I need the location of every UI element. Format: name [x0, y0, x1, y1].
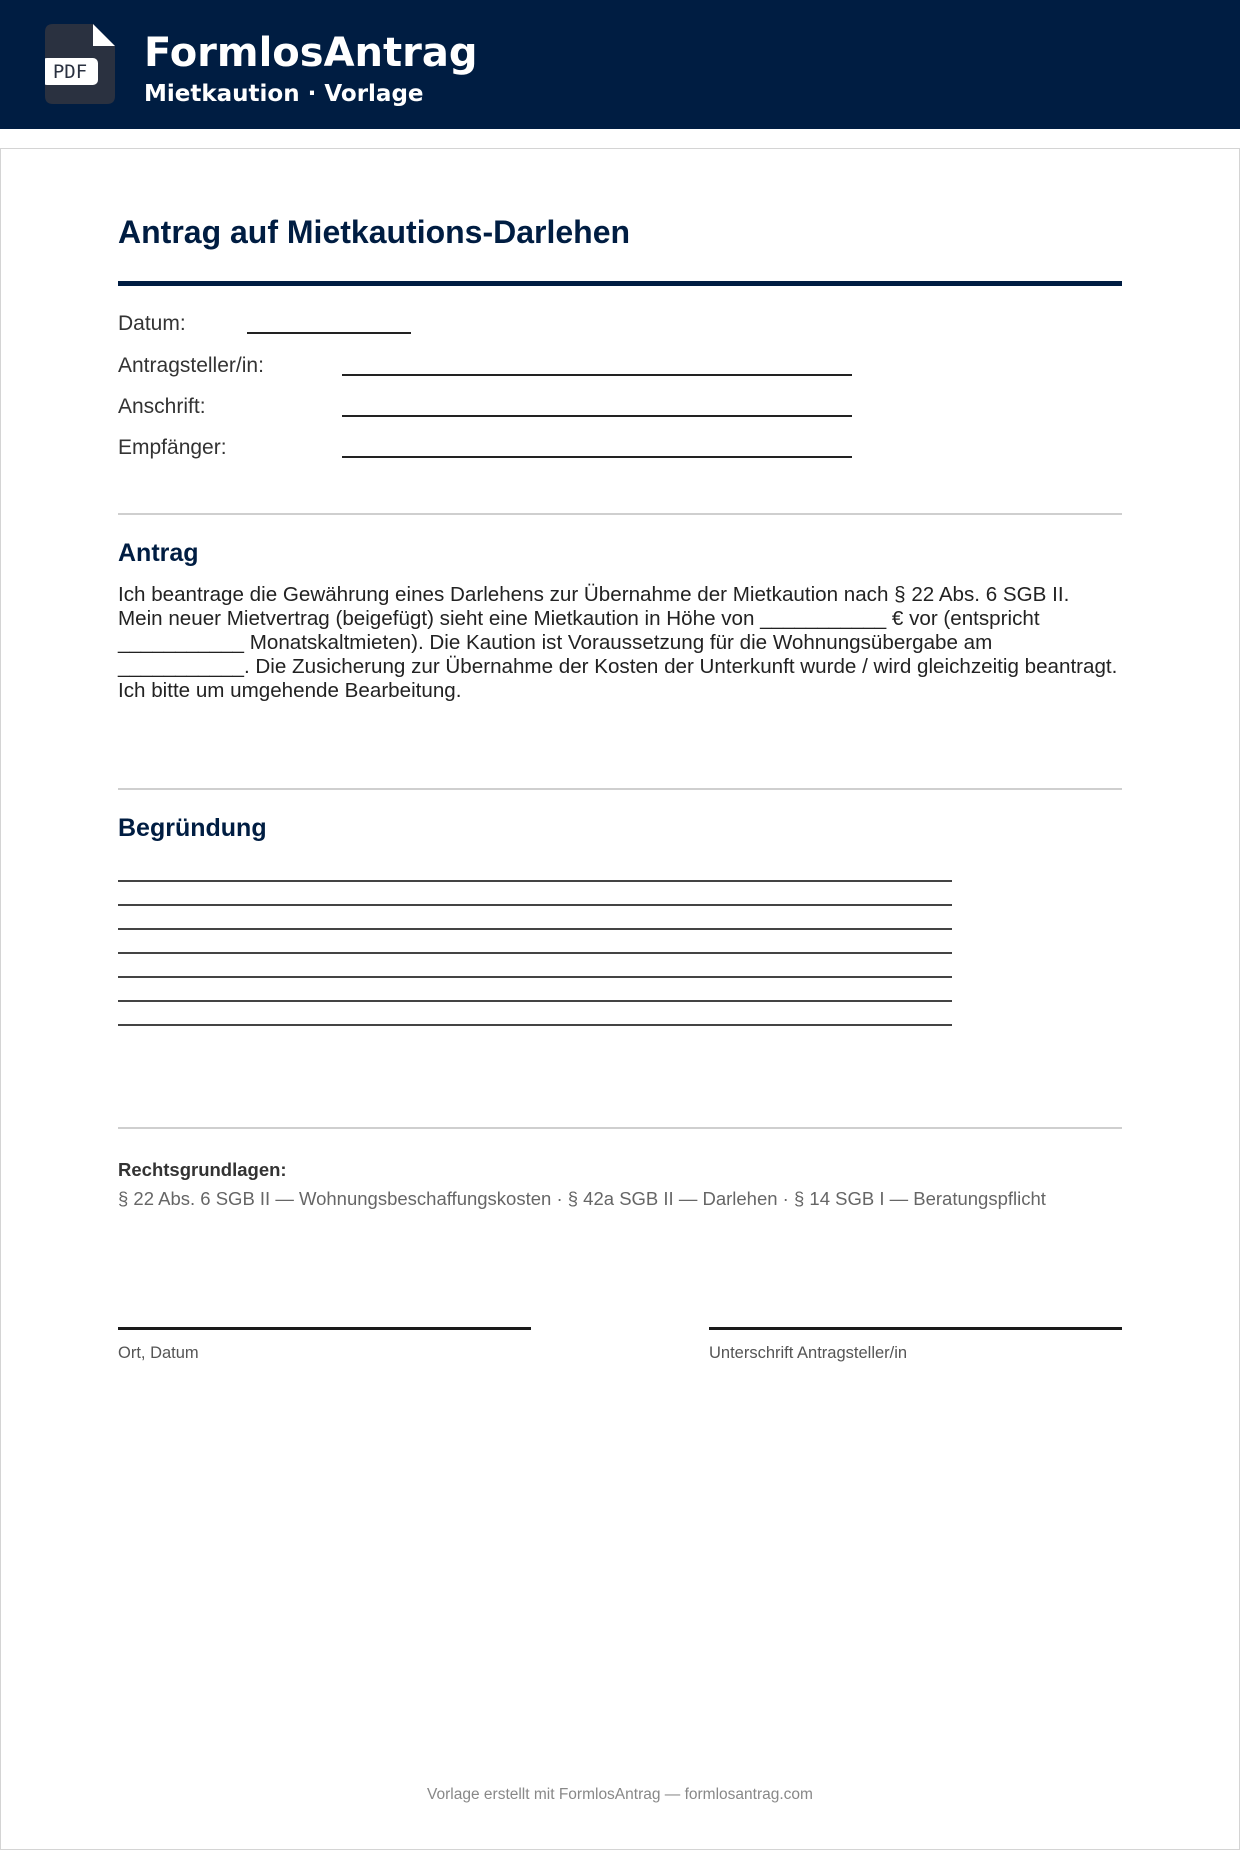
field-label-anschrift: Anschrift: — [118, 395, 206, 418]
section-heading-begruendung: Begründung — [118, 814, 267, 842]
pdf-icon-label: PDF — [52, 61, 88, 83]
begruendung-write-line[interactable] — [118, 880, 952, 882]
begruendung-write-line[interactable] — [118, 1024, 952, 1026]
begruendung-write-line[interactable] — [118, 904, 952, 906]
field-label-datum: Datum: — [118, 312, 186, 335]
pdf-file-icon — [45, 24, 115, 104]
brand-subtitle: Mietkaution · Vorlage — [144, 81, 424, 107]
begruendung-write-line[interactable] — [118, 928, 952, 930]
section-divider — [118, 1127, 1122, 1129]
signature-line-place-date[interactable] — [118, 1327, 531, 1330]
begruendung-write-line[interactable] — [118, 952, 952, 954]
section-heading-antrag: Antrag — [118, 539, 199, 567]
section-divider — [118, 788, 1122, 790]
app-header — [0, 0, 1240, 129]
footer-note: Vorlage erstellt mit FormlosAntrag — formlosantrag.com — [427, 1786, 813, 1803]
field-line-datum[interactable] — [247, 332, 411, 334]
brand-title: FormlosAntrag — [144, 30, 478, 76]
signature-caption-applicant: Unterschrift Antragsteller/in — [709, 1344, 908, 1362]
title-divider — [118, 281, 1122, 286]
field-label-empfaenger: Empfänger: — [118, 436, 227, 459]
begruendung-write-line[interactable] — [118, 1000, 952, 1002]
field-line-antragsteller[interactable] — [342, 374, 852, 376]
begruendung-write-line[interactable] — [118, 976, 952, 978]
legal-heading: Rechtsgrundlagen: — [118, 1159, 287, 1180]
field-line-empfaenger[interactable] — [342, 456, 852, 458]
section-divider — [118, 513, 1122, 515]
signature-caption-place-date: Ort, Datum — [118, 1344, 199, 1362]
document-title: Antrag auf Mietkautions-Darlehen — [118, 214, 631, 250]
antrag-body-text: Ich beantrage die Gewährung eines Darlehens zur Übernahme der Mietkaution nach § 22 Abs. 6 SGB II. Mein neuer Mietvertrag (beigefügt) sieht eine Mietkaution in Höhe von ___________ € vor (entspricht ___________ Monatskaltmieten). Die Kaution ist Voraussetzung für die Wohnungsübergabe am ___________. Die Zusicherung zur Übernahme der Kosten der Unterkunft wurde / wird gleichzeitig beantragt. Ich bitte um umgehende Bearbeitung. — [118, 583, 1118, 702]
signature-line-applicant[interactable] — [709, 1327, 1122, 1330]
field-line-anschrift[interactable] — [342, 415, 852, 417]
field-label-antragsteller: Antragsteller/in: — [118, 354, 264, 377]
legal-text: § 22 Abs. 6 SGB II — Wohnungsbeschaffungskosten · § 42a SGB II — Darlehen · § 14 SGB I — Beratungspflicht — [118, 1188, 1046, 1209]
